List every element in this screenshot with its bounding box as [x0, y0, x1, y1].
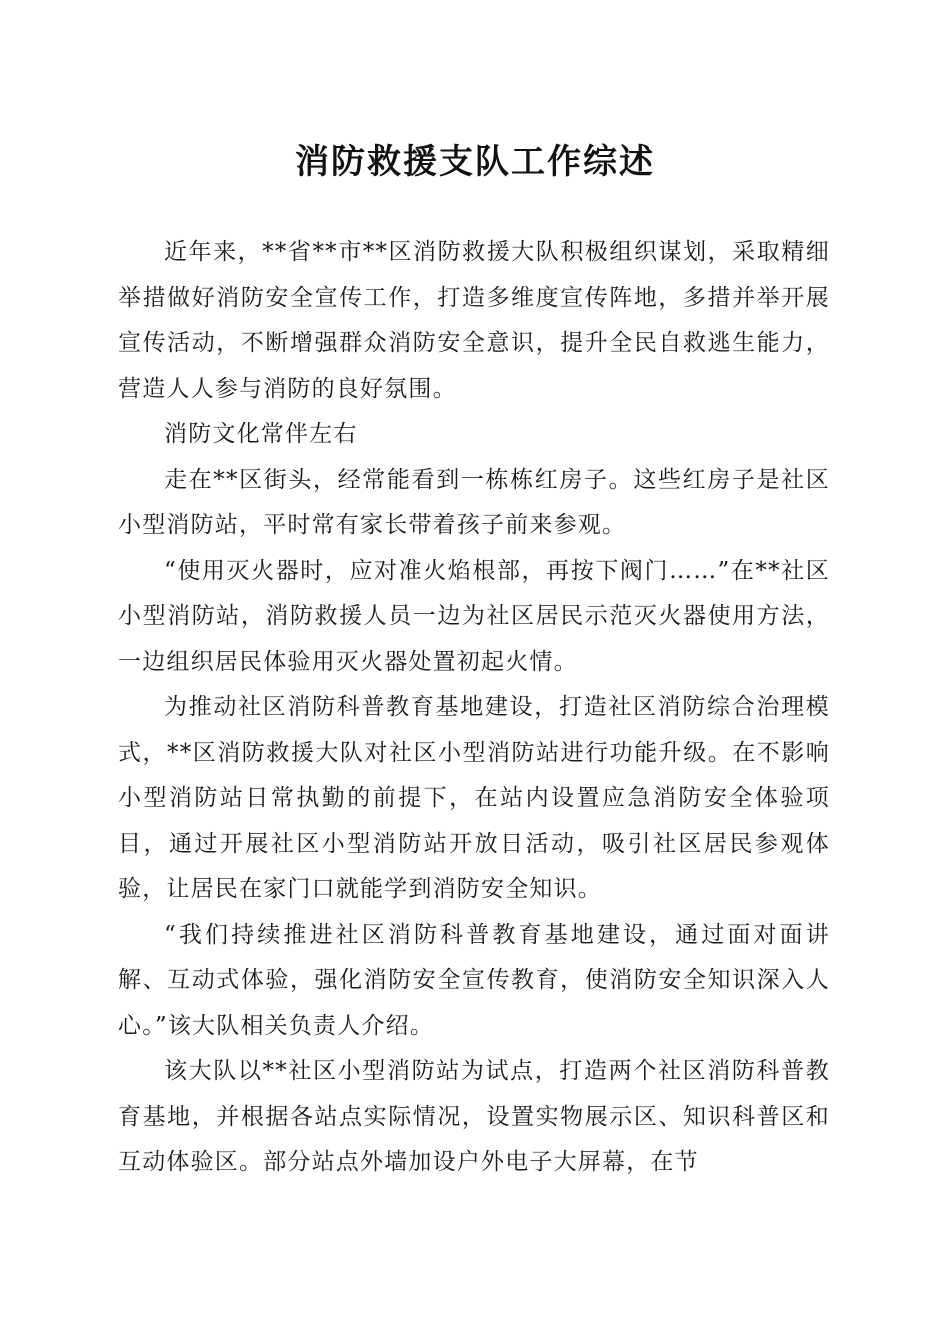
paragraph: 走在**区街头，经常能看到一栋栋红房子。这些红房子是社区小型消防站，平时常有家长带着孩子前来参观。 — [118, 466, 830, 538]
paragraph-intro: 近年来，**省**市**区消防救援大队积极组织谋划，采取精细举措做好消防安全宣传工作，打造多维度宣传阵地，多措并举开展宣传活动，不断增强群众消防安全意识，提升全民自救逃生能力，营造人人参与消防的良好氛围。 — [118, 239, 830, 402]
paragraph: 为推动社区消防科普教育基地建设，打造社区消防综合治理模式，**区消防救援大队对社区小型消防站进行功能升级。在不影响小型消防站日常执勤的前提下，在站内设置应急消防安全体验项目，通过开展社区小型消防站开放日活动，吸引社区居民参观体验，让居民在家门口就能学到消防安全知识。 — [118, 694, 830, 902]
document-body — [118, 230, 830, 1186]
paragraph: 该大队以**社区小型消防站为试点，打造两个社区消防科普教育基地，并根据各站点实际情况，设置实物展示区、知识科普区和互动体验区。部分站点外墙加设户外电子大屏幕，在节 — [118, 1058, 830, 1175]
paragraph: “使用灭火器时，应对准火焰根部，再按下阀门……”在**社区小型消防站，消防救援人员一边为社区居民示范灭火器使用方法，一边组织居民体验用灭火器处置初起火情。 — [118, 557, 830, 675]
paragraph: “我们持续推进社区消防科普教育基地建设，通过面对面讲解、互动式体验，强化消防安全宣传教育，使消防安全知识深入人心。”该大队相关负责人介绍。 — [118, 921, 830, 1039]
document-title: 消防救援支队工作综述 — [295, 142, 655, 182]
section-heading: 消防文化常伴左右 — [164, 421, 358, 447]
